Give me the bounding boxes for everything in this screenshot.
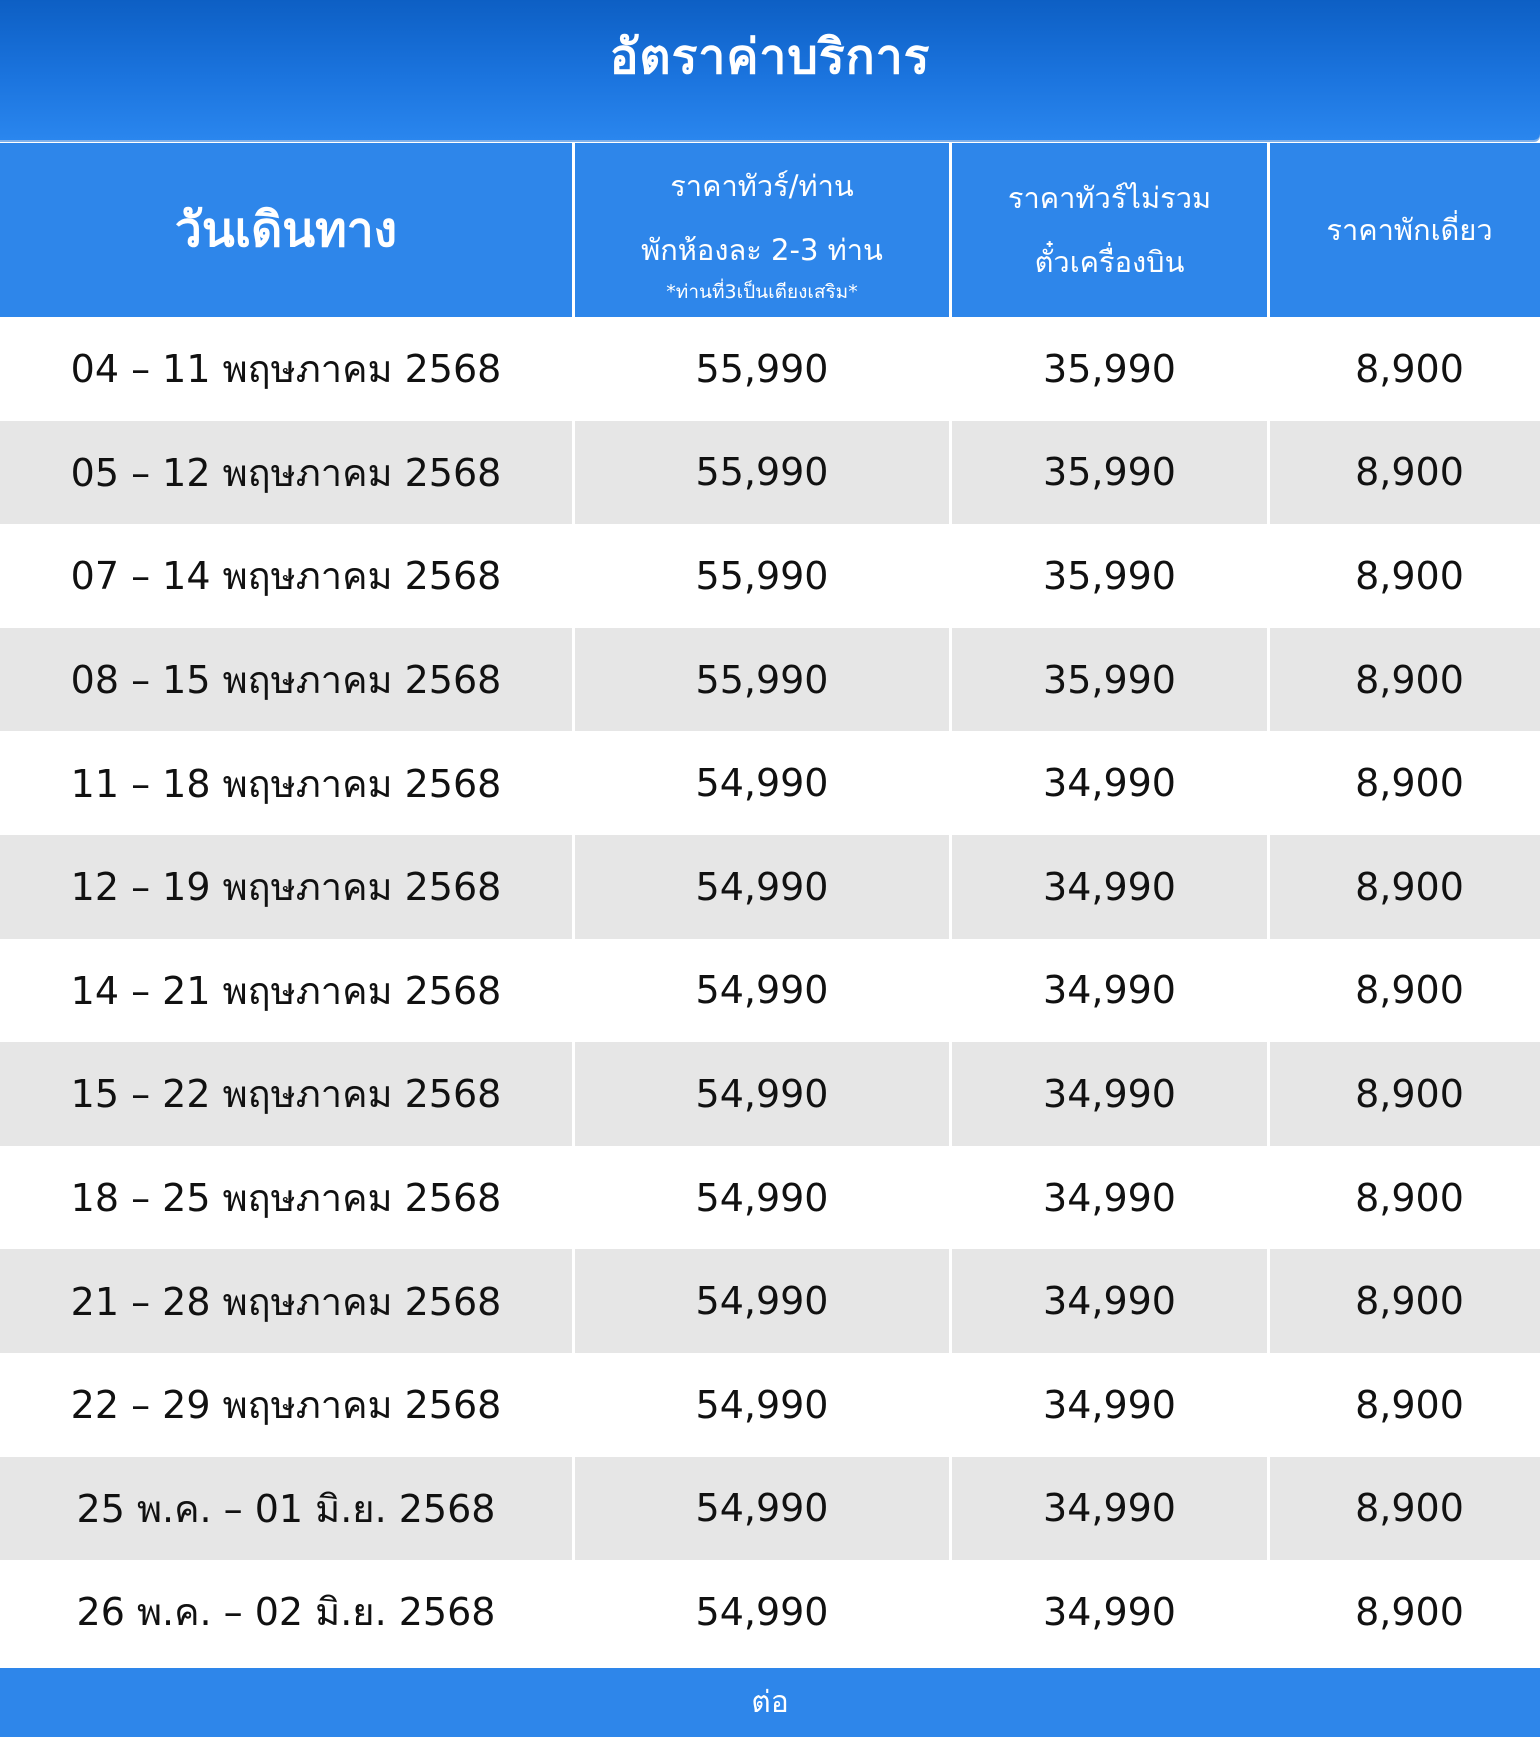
cell-no-flight: 35,990 (952, 524, 1267, 628)
cell-tour-price: 54,990 (575, 731, 949, 835)
cell-tour-price: 55,990 (575, 317, 949, 421)
cell-date: 26 พ.ค. – 02 มิ.ย. 2568 (0, 1560, 572, 1664)
cell-no-flight: 34,990 (952, 731, 1267, 835)
header-no-flight-line1: ราคาทัวร์ไม่รวม (1007, 181, 1212, 215)
cell-tour-price: 54,990 (575, 1249, 949, 1353)
cell-no-flight: 34,990 (952, 939, 1267, 1043)
header-tour-price-line2: พักห้องละ 2-3 ท่าน (641, 233, 883, 267)
cell-date: 25 พ.ค. – 01 มิ.ย. 2568 (0, 1457, 572, 1561)
header-no-flight-line2: ตั๋วเครื่องบิน (1034, 245, 1185, 279)
table-row (0, 1146, 1540, 1250)
cell-date: 18 – 25 พฤษภาคม 2568 (0, 1146, 572, 1250)
footer-continue-label: ต่อ (751, 1685, 789, 1720)
cell-single-room: 8,900 (1270, 835, 1540, 939)
table-header (0, 143, 1540, 317)
table-row (0, 1560, 1540, 1664)
cell-date: 07 – 14 พฤษภาคม 2568 (0, 524, 572, 628)
cell-single-room: 8,900 (1270, 421, 1540, 525)
cell-tour-price: 54,990 (575, 939, 949, 1043)
table-row (0, 835, 1540, 939)
cell-no-flight: 34,990 (952, 835, 1267, 939)
cell-tour-price: 54,990 (575, 835, 949, 939)
cell-date: 14 – 21 พฤษภาคม 2568 (0, 939, 572, 1043)
cell-date: 08 – 15 พฤษภาคม 2568 (0, 628, 572, 732)
table-row (0, 317, 1540, 421)
cell-single-room: 8,900 (1270, 731, 1540, 835)
cell-tour-price: 55,990 (575, 628, 949, 732)
cell-date: 12 – 19 พฤษภาคม 2568 (0, 835, 572, 939)
cell-no-flight: 35,990 (952, 628, 1267, 732)
cell-single-room: 8,900 (1270, 1146, 1540, 1250)
cell-tour-price: 54,990 (575, 1353, 949, 1457)
cell-no-flight: 35,990 (952, 317, 1267, 421)
cell-date: 04 – 11 พฤษภาคม 2568 (0, 317, 572, 421)
cell-tour-price: 54,990 (575, 1560, 949, 1664)
cell-no-flight: 34,990 (952, 1457, 1267, 1561)
cell-single-room: 8,900 (1270, 628, 1540, 732)
cell-single-room: 8,900 (1270, 1249, 1540, 1353)
cell-no-flight: 34,990 (952, 1146, 1267, 1250)
cell-no-flight: 34,990 (952, 1042, 1267, 1146)
header-tour-price-note: *ท่านที่3เป็นเตียงเสริม* (666, 281, 858, 303)
table-body (0, 317, 1540, 1664)
cell-single-room: 8,900 (1270, 1560, 1540, 1664)
cell-no-flight: 34,990 (952, 1249, 1267, 1353)
table-row (0, 421, 1540, 525)
header-no-flight (952, 143, 1267, 317)
cell-single-room: 8,900 (1270, 939, 1540, 1043)
cell-date: 21 – 28 พฤษภาคม 2568 (0, 1249, 572, 1353)
cell-tour-price: 54,990 (575, 1146, 949, 1250)
header-date-label: วันเดินทาง (174, 202, 398, 258)
table-row (0, 524, 1540, 628)
cell-no-flight: 34,990 (952, 1353, 1267, 1457)
cell-tour-price: 54,990 (575, 1457, 949, 1561)
table-row (0, 1353, 1540, 1457)
cell-date: 11 – 18 พฤษภาคม 2568 (0, 731, 572, 835)
table-row (0, 1249, 1540, 1353)
cell-single-room: 8,900 (1270, 1042, 1540, 1146)
header-date (0, 143, 572, 317)
cell-tour-price: 55,990 (575, 421, 949, 525)
cell-tour-price: 55,990 (575, 524, 949, 628)
cell-single-room: 8,900 (1270, 1457, 1540, 1561)
cell-no-flight: 34,990 (952, 1560, 1267, 1664)
cell-single-room: 8,900 (1270, 1353, 1540, 1457)
header-tour-price-line1: ราคาทัวร์/ท่าน (670, 169, 854, 203)
page-title: อัตราค่าบริการ (609, 29, 931, 85)
header-single-room-label: ราคาพักเดี่ยว (1326, 213, 1493, 247)
table-row (0, 1042, 1540, 1146)
header-tour-price (575, 143, 949, 317)
cell-no-flight: 35,990 (952, 421, 1267, 525)
table-row (0, 939, 1540, 1043)
table-row (0, 731, 1540, 835)
cell-single-room: 8,900 (1270, 524, 1540, 628)
header-single-room (1270, 143, 1540, 317)
cell-date: 22 – 29 พฤษภาคม 2568 (0, 1353, 572, 1457)
table-row (0, 628, 1540, 732)
cell-tour-price: 54,990 (575, 1042, 949, 1146)
table-row (0, 1457, 1540, 1561)
footer-bar (0, 1668, 1540, 1737)
cell-date: 05 – 12 พฤษภาคม 2568 (0, 421, 572, 525)
cell-single-room: 8,900 (1270, 317, 1540, 421)
cell-date: 15 – 22 พฤษภาคม 2568 (0, 1042, 572, 1146)
title-bar (0, 0, 1540, 140)
